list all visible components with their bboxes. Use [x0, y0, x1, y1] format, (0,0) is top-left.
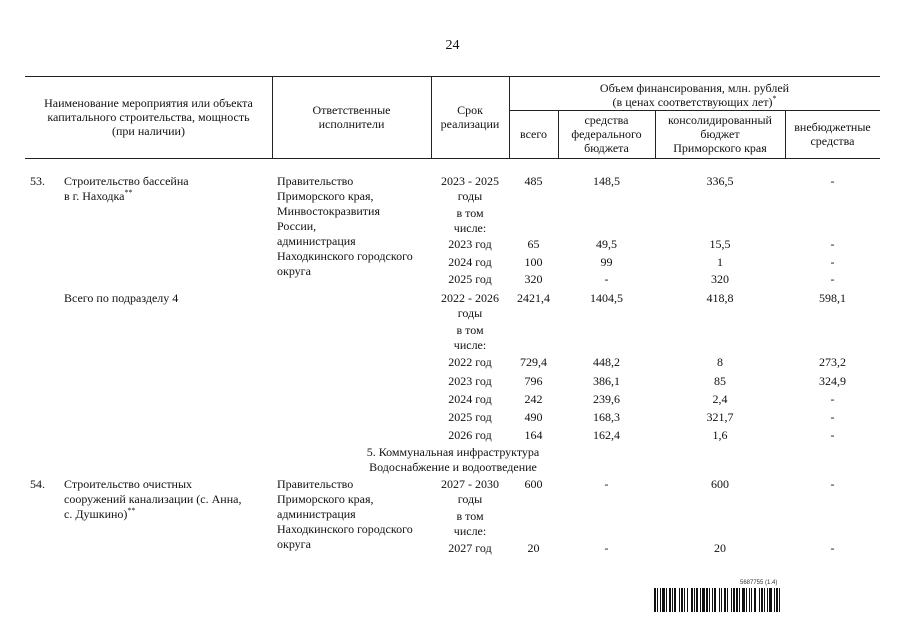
header-consolidated-line: консолидированный: [668, 113, 772, 127]
value-consolidated: 320: [711, 272, 729, 286]
executor-line: России,: [277, 219, 317, 233]
value-total: 320: [524, 272, 543, 286]
header-top-rule: [25, 76, 880, 77]
period-term-line: годы: [457, 492, 483, 506]
period-term: [431, 477, 509, 539]
executor-line: Приморского края,: [277, 492, 374, 506]
header-name-line: Наименование мероприятия или объекта: [44, 96, 253, 110]
including-label: в том: [456, 323, 484, 337]
value-federal: -: [604, 272, 609, 286]
header-total-label: всего: [519, 127, 548, 141]
section-heading: [300, 445, 606, 475]
including-label: числе:: [453, 338, 487, 352]
including-label: в том: [456, 509, 484, 523]
period-term-line: 2027 - 2030: [441, 477, 499, 491]
header-extra-line: внебюджетные: [794, 120, 871, 134]
row-name-line: Строительство бассейна: [64, 174, 189, 188]
value-total: 729,4: [520, 355, 547, 369]
header-funding-group: [509, 81, 880, 109]
value-total: 164: [524, 428, 543, 442]
row-name: [64, 174, 189, 204]
barcode-image: [654, 588, 860, 612]
including-label: числе:: [453, 221, 487, 235]
header-consolidated-line: Приморского края: [673, 141, 767, 155]
executor-line: округа: [277, 264, 311, 278]
year-term: 2024 год: [448, 392, 492, 406]
row-name-line: в г. Находка: [64, 189, 125, 203]
period-term-line: 2022 - 2026: [441, 291, 499, 305]
value-federal: 99: [600, 255, 613, 269]
footnote-mark: *: [772, 94, 777, 103]
value-extrabudget: -: [830, 255, 835, 269]
value-extrabudget: -: [830, 272, 835, 286]
header-term-line: реализации: [440, 117, 500, 131]
value-federal: 386,1: [593, 374, 620, 388]
executor-line: Находкинского городского: [277, 249, 413, 263]
row-number: 54.: [30, 477, 45, 491]
executor-line: администрация: [277, 507, 356, 521]
section-heading-line: Водоснабжение и водоотведение: [369, 460, 537, 474]
year-term: 2025 год: [448, 272, 492, 286]
year-term: 2025 год: [448, 410, 492, 424]
year-term: 2023 год: [448, 374, 492, 388]
year-term: 2022 год: [448, 355, 492, 369]
value-extrabudget: -: [830, 477, 835, 491]
header-name-line: (при наличии): [112, 124, 185, 138]
executor-line: Находкинского городского: [277, 522, 413, 536]
value-federal: 49,5: [596, 237, 617, 251]
page-number: 24: [445, 38, 460, 53]
header-consolidated-line: бюджет: [700, 127, 740, 141]
value-extrabudget: -: [830, 410, 835, 424]
value-extrabudget: -: [830, 541, 835, 555]
value-consolidated: 418,8: [706, 291, 734, 305]
section-heading-line: 5. Коммунальная инфраструктура: [366, 445, 540, 459]
header-federal-column: [558, 113, 655, 155]
header-funding-line: Объем финансирования, млн. рублей: [599, 81, 790, 95]
row-executors: [277, 477, 413, 552]
header-funding-line: (в ценах соответствующих лет): [612, 95, 773, 109]
header-total-column: [509, 127, 558, 141]
row-name: [64, 477, 241, 522]
executor-line: округа: [277, 537, 311, 551]
value-consolidated: 600: [711, 477, 729, 491]
header-bottom-rule: [25, 158, 880, 159]
funding-sub-rule: [509, 110, 880, 111]
value-consolidated: 20: [714, 541, 726, 555]
header-federal-line: федерального: [571, 127, 642, 141]
executor-line: Приморского края,: [277, 189, 374, 203]
period-term-line: годы: [457, 306, 483, 320]
value-total: 600: [524, 477, 543, 491]
value-federal: 148,5: [593, 174, 620, 188]
value-extrabudget: -: [830, 428, 835, 442]
period-term: [431, 291, 509, 353]
value-federal: 239,6: [593, 392, 620, 406]
year-term: 2026 год: [448, 428, 492, 442]
header-term-line: Срок: [457, 103, 483, 117]
value-consolidated: 2,4: [712, 392, 728, 406]
header-federal-line: бюджета: [584, 141, 629, 155]
value-extrabudget: -: [830, 237, 835, 251]
value-federal: -: [604, 541, 609, 555]
header-term-column: [431, 103, 509, 131]
executor-line: Правительство: [277, 477, 354, 491]
header-consolidated-column: [655, 113, 785, 155]
footnote-mark: **: [127, 506, 136, 515]
row-number: 53.: [30, 174, 45, 188]
value-total: 100: [524, 255, 543, 269]
value-extrabudget: -: [830, 174, 835, 188]
header-extra-line: средства: [810, 134, 855, 148]
year-term: 2027 год: [448, 541, 492, 555]
value-extrabudget: -: [830, 392, 835, 406]
year-term: 2024 год: [448, 255, 492, 269]
period-term-line: 2023 - 2025: [441, 174, 499, 188]
header-exec-line: Ответственные: [312, 103, 391, 117]
executor-line: администрация: [277, 234, 356, 248]
value-extrabudget: 273,2: [819, 355, 846, 369]
value-consolidated: 1,6: [712, 428, 728, 442]
header-extrabudget-column: [785, 120, 880, 148]
period-term: [431, 174, 509, 236]
row-executors: [277, 174, 413, 279]
value-federal: 168,3: [593, 410, 620, 424]
row-name-line: сооружений канализации (с. Анна,: [64, 492, 242, 506]
executor-line: Минвостокразвития: [277, 204, 380, 218]
value-consolidated: 85: [714, 374, 726, 388]
value-extrabudget: 324,9: [819, 374, 846, 388]
period-term-line: годы: [457, 189, 483, 203]
value-federal: 162,4: [593, 428, 620, 442]
barcode-label: 5687755 (1.4): [740, 580, 778, 586]
value-consolidated: 1: [717, 255, 723, 269]
value-total: 65: [527, 237, 540, 251]
value-federal: 448,2: [593, 355, 620, 369]
including-label: числе:: [453, 524, 487, 538]
header-executors-column: [272, 103, 431, 131]
value-federal: -: [604, 477, 609, 491]
value-total: 796: [524, 374, 543, 388]
value-total: 2421,4: [517, 291, 550, 305]
row-name-line: Строительство очистных: [64, 477, 193, 491]
header-federal-line: средства: [584, 113, 629, 127]
value-consolidated: 336,5: [706, 174, 734, 188]
header-exec-line: исполнители: [318, 117, 385, 131]
value-extrabudget: 598,1: [819, 291, 846, 305]
value-federal: 1404,5: [590, 291, 623, 305]
year-term: 2023 год: [448, 237, 492, 251]
subtotal-label: Всего по подразделу 4: [64, 291, 179, 305]
value-total: 242: [524, 392, 543, 406]
header-name-line: капитального строительства, мощность: [47, 110, 250, 124]
header-name-column: [25, 96, 272, 138]
value-consolidated: 8: [717, 355, 723, 369]
including-label: в том: [456, 206, 484, 220]
value-consolidated: 321,7: [706, 410, 734, 424]
value-consolidated: 15,5: [709, 237, 731, 251]
value-total: 20: [527, 541, 540, 555]
footnote-mark: **: [124, 188, 133, 197]
value-total: 490: [524, 410, 543, 424]
value-total: 485: [524, 174, 543, 188]
executor-line: Правительство: [277, 174, 354, 188]
row-name-line: с. Душкино): [64, 507, 128, 521]
